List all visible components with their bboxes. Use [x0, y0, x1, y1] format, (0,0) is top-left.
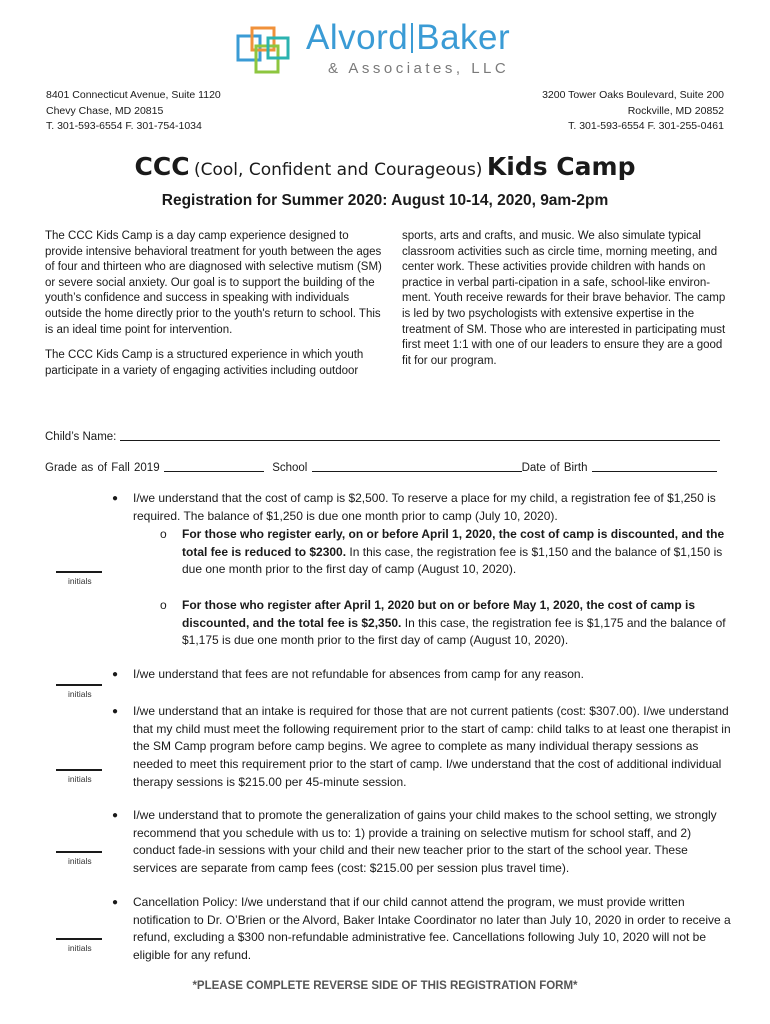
- initials-field[interactable]: [56, 938, 102, 940]
- sub-bullet-early-registration: [182, 526, 732, 579]
- grade-school-dob-row: [45, 460, 717, 474]
- address-line: Chevy Chase, MD 20815: [46, 104, 164, 117]
- address-right: [542, 88, 724, 135]
- bullet-dot: ●: [112, 493, 119, 504]
- sub-bullet-later-registration: [182, 597, 732, 650]
- bullet-intake: I/we understand that an intake is required for those that are not current patients (cost: $307.00). I/we understand that my child must meet the following requirement prior to the start of camp: child talks to at least one therapist in the SM Camp program before camp begins. We agree to complete as many individual therapy sessions as needed to meet this requirement prior to the start of camp. I/we understand that the cost of additional individual therapy sessions is $215.00 per 45-minute session.: [133, 704, 731, 789]
- logo-name: Alvord Baker: [306, 18, 511, 57]
- address-line: 3200 Tower Oaks Boulevard, Suite 200: [542, 89, 724, 101]
- sub-bullet-marker: o: [160, 598, 167, 612]
- sub-bullet-marker: o: [160, 527, 167, 541]
- address-line: 8401 Connecticut Avenue, Suite 1120: [46, 89, 221, 101]
- intro-paragraph: The CCC Kids Camp is a structured experience in which youth participate in a variety of engaging activities including outdoor: [45, 349, 364, 377]
- intro-paragraph: sports, arts and crafts, and music. We also simulate typical classroom activities such as circle time, morning meeting, and center work. These activities provide children with hands on practice in verbal parti-cipation in a safe, school-like environ-ment. Youth receive rewards for their brave behavior. The camp is led by two psychologists with extensive expertise in the treatment of SM. Those who are interested in participating must first meet 1:1 with one of our leaders to ensure they are a good fit for our program.: [402, 230, 726, 367]
- initials-label: initials: [68, 576, 92, 586]
- initials-label: initials: [68, 774, 92, 784]
- sub-bullet-bold: For those who register after April 1, 2020 but on or before May 1, 2020, the cost of camp is discounted, and the total fee is $2,350.: [182, 598, 696, 630]
- initials-label: initials: [68, 943, 92, 953]
- title-ccc: CCC: [134, 152, 190, 181]
- bullet-dot: ●: [112, 810, 119, 821]
- intro-paragraph: The CCC Kids Camp is a day camp experience designed to provide intensive behavioral treatment for youth between the ages of four and thirteen who are diagnosed with selective mutism (SM) or severe social anxiety. Our goal is to support the building of the youth’s confidence and success in speaking with individuals outside the home directly prior to the youth's return to school. This is an ideal time point for intervention.: [45, 230, 382, 336]
- page-subtitle: Registration for Summer 2020: August 10-14, 2020, 9am-2pm: [161, 192, 609, 209]
- initials-label: initials: [68, 856, 92, 866]
- address-left: [46, 88, 221, 135]
- initials-field[interactable]: [56, 684, 102, 686]
- company-logo: [236, 20, 536, 82]
- logo-mark-icon: [236, 24, 292, 76]
- address-line: Rockville, MD 20852: [627, 104, 724, 117]
- bullet-cost: I/we understand that the cost of camp is $2,500. To reserve a place for my child, a registration fee of $1,250 is required. The balance of $1,250 is due one month prior to camp (July 10, 2020).: [133, 491, 716, 523]
- sub-bullet-bold: For those who register early, on or before April 1, 2020, the cost of camp is discounted, and the total fee is reduced to $2300.: [182, 527, 725, 559]
- title-paren: (Cool, Confident and Courageous): [194, 160, 483, 180]
- initials-label: initials: [68, 689, 92, 699]
- child-name-field[interactable]: [120, 429, 720, 441]
- bullet-non-refundable: I/we understand that fees are not refundable for absences from camp for any reason.: [133, 667, 584, 681]
- grade-field[interactable]: [164, 460, 264, 472]
- initials-field[interactable]: [56, 851, 102, 853]
- bullet-dot: ●: [112, 669, 119, 680]
- school-field[interactable]: [312, 460, 522, 472]
- grade-label: Grade as of Fall 2019: [45, 462, 160, 474]
- school-label: School: [272, 462, 308, 474]
- initials-field[interactable]: [56, 571, 102, 573]
- sub-bullet-text: In this case, the registration fee is $1,175 and the balance of $1,175 is due one month prior to the first day of camp (August 10, 2020).: [182, 615, 726, 648]
- initials-field[interactable]: [56, 769, 102, 771]
- dob-label: Date of Birth: [521, 462, 588, 474]
- bullet-cancellation: Cancellation Policy: I/we understand that if our child cannot attend the program, we must provide written notification to Dr. O’Brien or the Alvord, Baker Intake Coordinator no later than July 10, 2020 in order to receive a refund, excluding a $300 non-refundable administrative fee. Cancellations following July 10, 2020 will not be eligible for any refund.: [133, 895, 731, 963]
- address-line: T. 301-593-6554 F. 301-255-0461: [568, 120, 724, 132]
- title-kids-camp: Kids Camp: [486, 152, 636, 181]
- dob-field[interactable]: [592, 460, 717, 472]
- sub-bullet-text: In this case, the registration fee is $1,150 and the balance of $1,150 is due one month prior to the first day of camp (August 10, 2020).: [182, 544, 723, 577]
- child-name-label: Child’s Name:: [45, 431, 117, 443]
- intro-right-column: [402, 229, 734, 379]
- child-name-row: [45, 429, 720, 443]
- address-line: T. 301-593-6554 F. 301-754-1034: [46, 120, 202, 132]
- bullet-dot: ●: [112, 706, 119, 717]
- bullet-school-setting: I/we understand that to promote the generalization of gains your child makes to the school setting, we strongly recommend that you schedule with us to: 1) provide a training on selective mutism for school staff, and 2) conduct fade-in sessions with your child and their new teacher prior to the start of the school year. These services are separate from camp fees (cost: $215.00 per session plus travel time).: [133, 808, 717, 876]
- footer-note: *PLEASE COMPLETE REVERSE SIDE OF THIS REGISTRATION FORM*: [192, 980, 578, 992]
- page-title: [0, 152, 770, 181]
- bullet-dot: ●: [112, 897, 119, 908]
- intro-left-column: [45, 229, 385, 389]
- logo-subtitle: & Associates, LLC: [328, 60, 510, 77]
